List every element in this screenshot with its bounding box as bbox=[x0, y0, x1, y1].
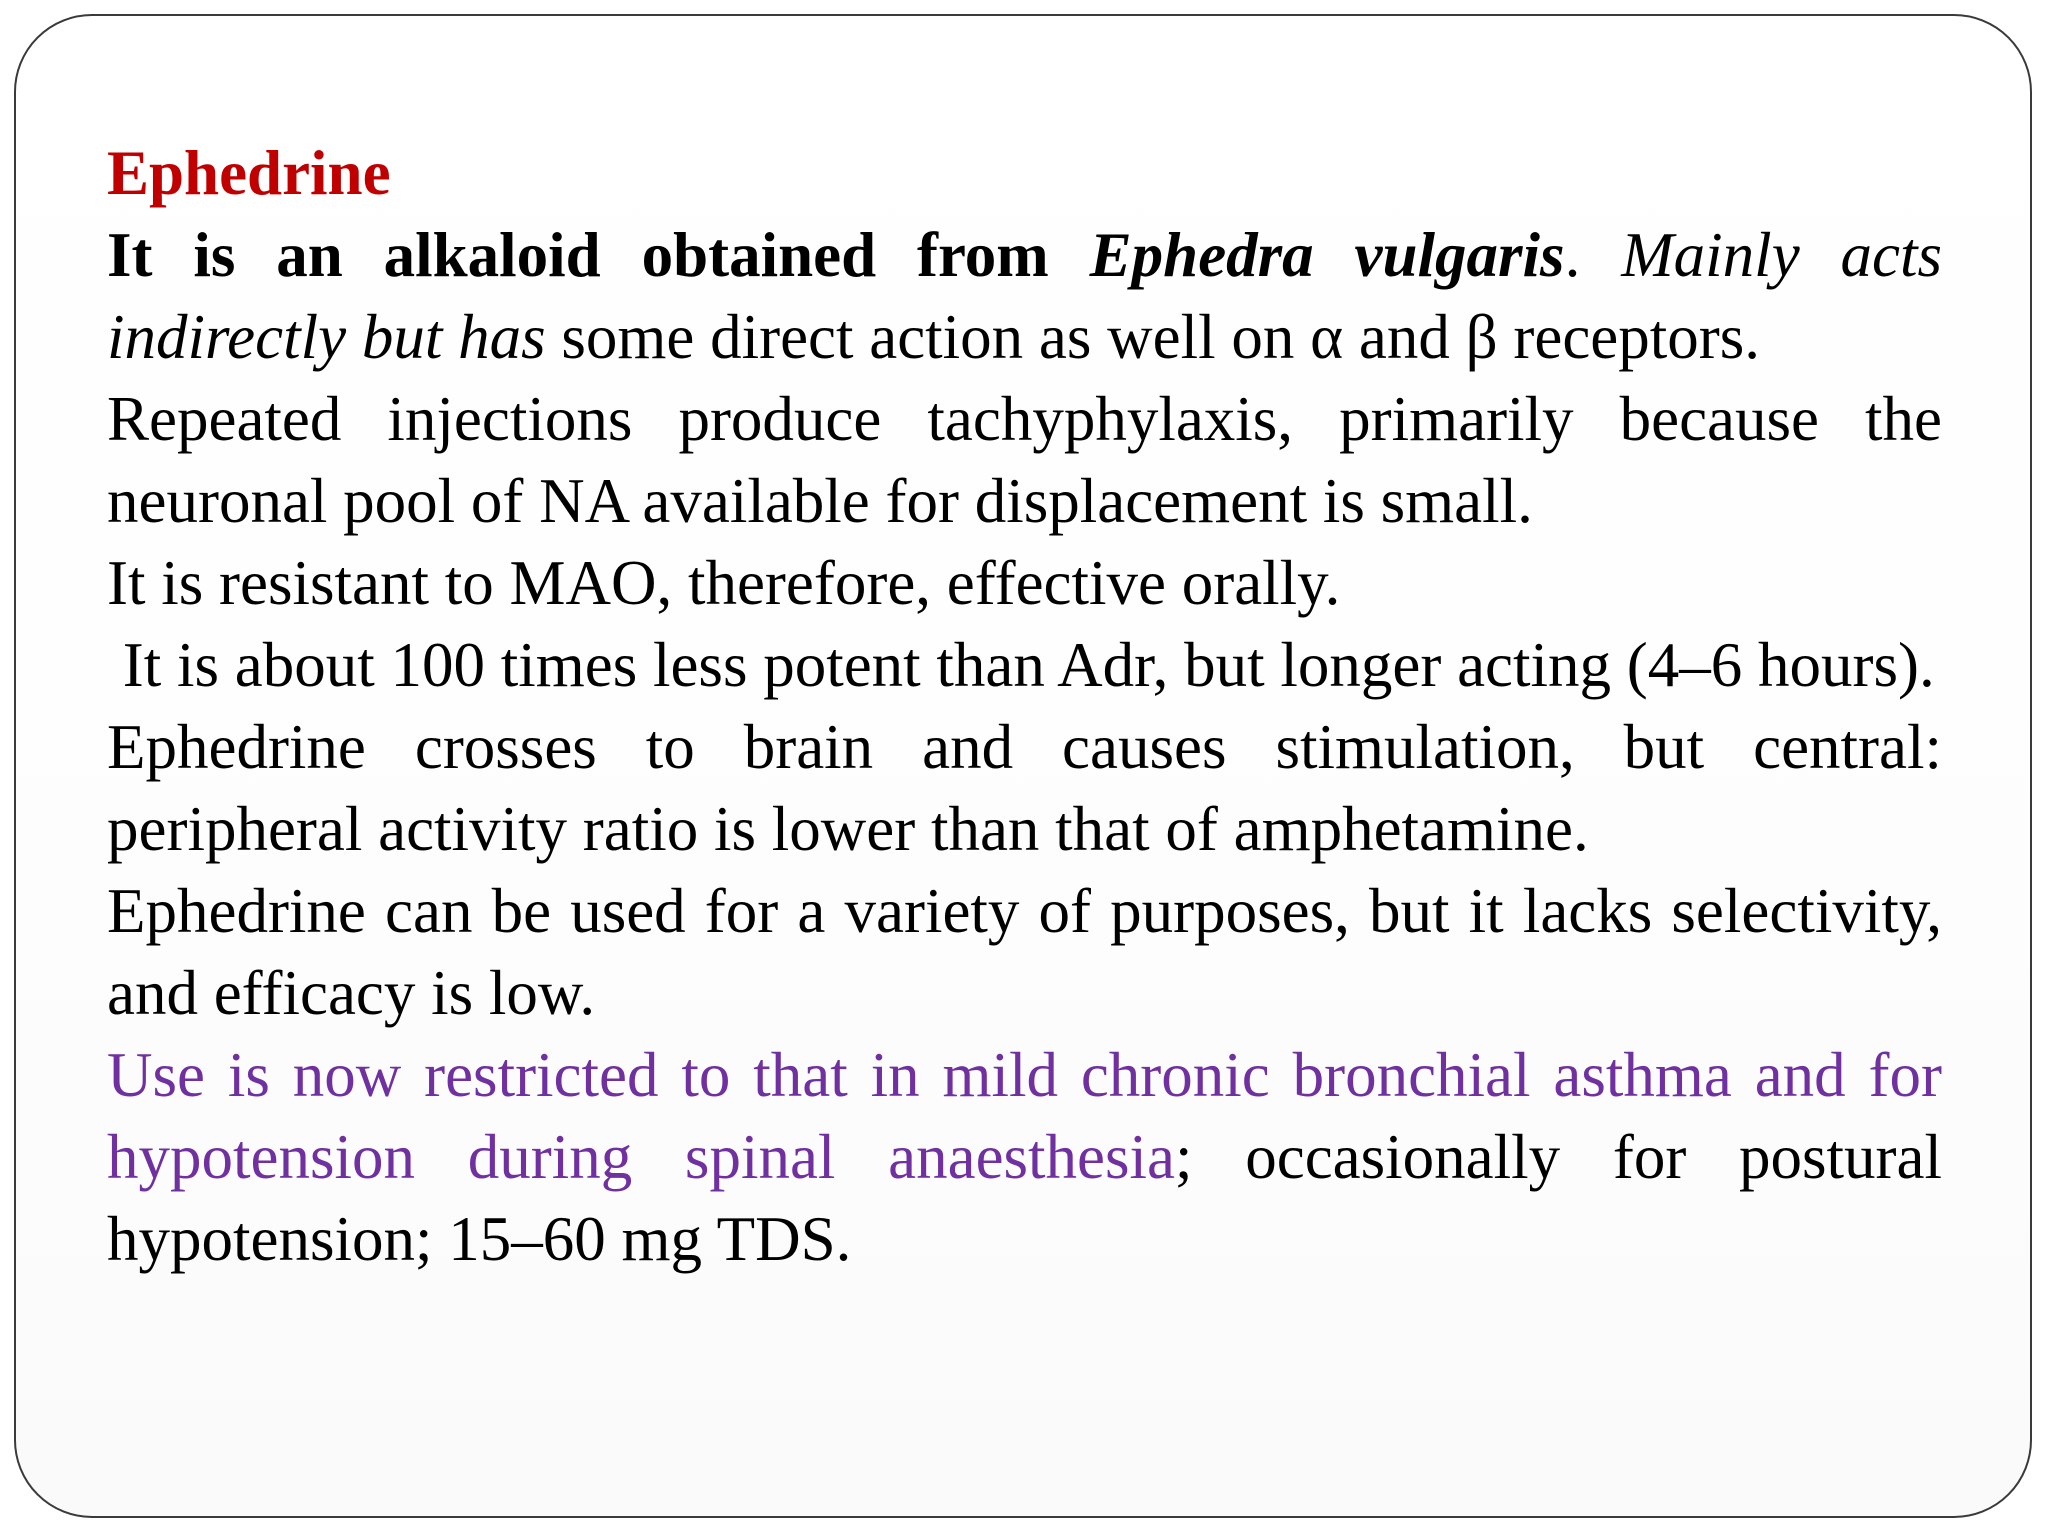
source-period: . bbox=[1564, 220, 1622, 290]
paragraph-source bbox=[107, 214, 1942, 378]
mechanism-text: some direct action as well on α and β receptors. bbox=[545, 302, 1761, 372]
source-bold-text: It is an alkaloid obtained from bbox=[107, 220, 1090, 290]
paragraph-potency bbox=[107, 624, 1942, 706]
species-name: Ephedra vulgaris bbox=[1089, 220, 1565, 290]
uses-rest-text: ; occasionally for postural hypotension; 15–60 mg TDS. bbox=[107, 1122, 1942, 1274]
paragraph-uses bbox=[107, 1034, 1942, 1280]
paragraph-cns: Ephedrine crosses to brain and causes stimulation, but central: peripheral activity ratio is lower than that of amphetamine. bbox=[107, 712, 1942, 864]
paragraph-selectivity: Ephedrine can be used for a variety of purposes, but it lacks selectivity, and efficacy is low. bbox=[107, 876, 1942, 1028]
mechanism-italic-text: Mainly acts indirectly but has bbox=[107, 220, 1942, 372]
slide-title: Ephedrine bbox=[107, 138, 391, 208]
uses-highlight-text: Use is now restricted to that in mild chronic bronchial asthma and for hypotension during spinal anaesthesia bbox=[107, 1040, 1942, 1192]
potency-text: It is about 100 times less potent than Adr, but longer acting (4–6 hours). bbox=[107, 630, 1935, 700]
paragraph-mao: It is resistant to MAO, therefore, effective orally. bbox=[107, 548, 1341, 618]
slide-content bbox=[107, 132, 1942, 1280]
paragraph-tachyphylaxis: Repeated injections produce tachyphylaxis, primarily because the neuronal pool of NA available for displacement is small. bbox=[107, 384, 1942, 536]
